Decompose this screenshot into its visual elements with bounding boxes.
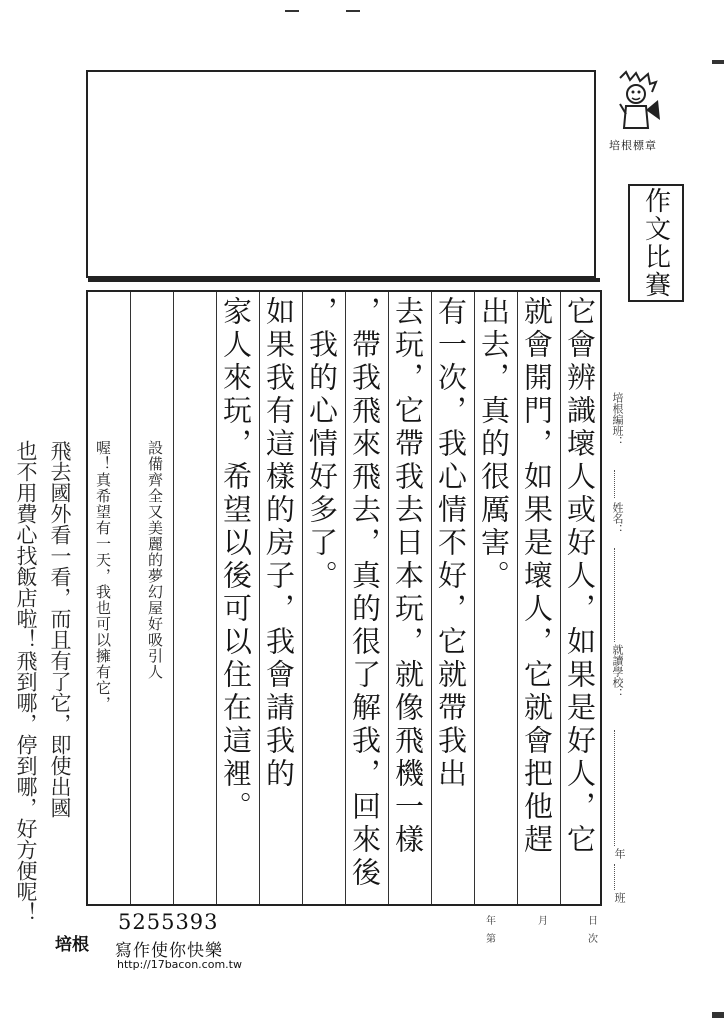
class-label: 培根編班： — [611, 392, 624, 447]
dotted-rule — [614, 548, 615, 642]
essay-column: ，帶我飛來飛去，真的很了解我，回來後 — [348, 296, 382, 890]
essay-grid — [86, 290, 602, 906]
section-label: 第 — [486, 934, 496, 945]
day-label: 日 — [588, 916, 598, 927]
stamp-caption: 培根標章 — [609, 139, 657, 152]
school-label: 就讀學校： — [611, 644, 624, 699]
teacher-comment-line: 設備齊全又美麗的夢幻屋好吸引人 — [146, 440, 164, 680]
teacher-comment-line: 也不用費心找飯店啦！飛到哪，停到哪，好方便呢！ — [14, 440, 38, 923]
essay-column: 有一次，我心情不好，它就帶我出 — [434, 296, 468, 791]
footer-slogan: 寫作使你快樂 — [115, 941, 223, 961]
scan-mark — [285, 10, 299, 12]
essay-column: ，我的心情好多了。 — [305, 296, 339, 593]
essay-column: 出去，真的很厲害。 — [477, 296, 511, 593]
footer-url: http://17bacon.com.tw — [117, 958, 242, 971]
bacon-stamp-logo — [606, 70, 666, 130]
month-label: 月 — [538, 916, 548, 927]
footer-brand: 培根 — [55, 935, 89, 955]
teacher-comment-line: 喔！真希望有一天，我也可以擁有它， — [94, 440, 112, 712]
essay-column: 家人來玩，希望以後可以住在這裡。 — [219, 296, 253, 824]
scan-mark — [712, 60, 724, 64]
footer-phone: 5255393 — [118, 910, 219, 934]
essay-column: 去玩，它帶我去日本玩，就像飛機一樣 — [391, 296, 425, 857]
class-suffix: 班 — [613, 892, 626, 903]
teacher-comment-line: 飛去國外看一看，而且有了它，即使出國 — [48, 440, 72, 818]
dotted-rule — [614, 864, 615, 890]
dotted-rule — [614, 470, 615, 498]
times-label: 次 — [588, 934, 598, 945]
essay-column: 它會辨識壞人或好人，如果是好人，它 — [563, 296, 597, 857]
dotted-rule — [614, 730, 615, 846]
scan-mark — [346, 10, 360, 12]
contest-label-box — [628, 184, 684, 302]
year-label: 年 — [486, 916, 496, 927]
name-label: 姓名： — [611, 502, 624, 535]
grade-label: 年 — [613, 848, 626, 859]
essay-column: 就會開門，如果是壞人，它就會把他趕 — [520, 296, 554, 857]
essay-column: 如果我有這樣的房子，我會請我的 — [262, 296, 296, 791]
scan-mark — [712, 1012, 724, 1018]
contest-label: 作文比賽 — [640, 187, 671, 299]
comment-box — [86, 70, 596, 278]
